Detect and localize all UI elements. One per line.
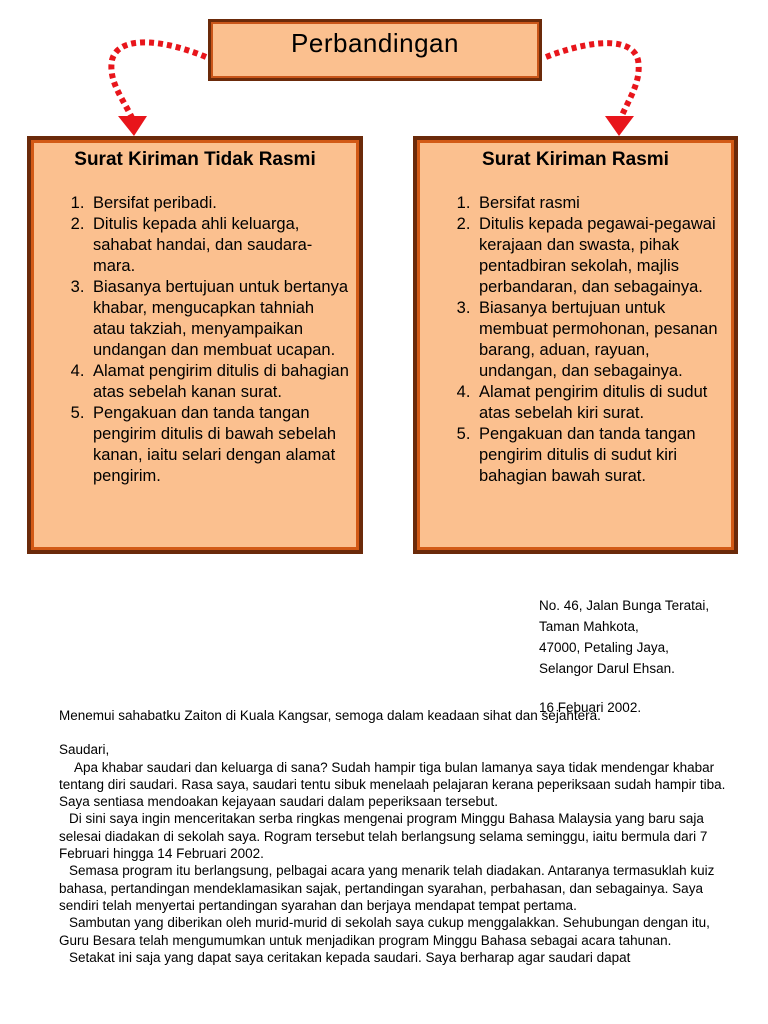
list-item: 5. Pengakuan dan tanda tangan pengirim ditulis di sudut kiri bahagian bawah surat. xyxy=(475,424,724,487)
letter-paragraph: Semasa program itu berlangsung, pelbagai acara yang menarik telah diadakan. Antaranya termasuklah kuiz bahasa, pertandingan mendeklamasikan sajak, pertandingan syarahan, perbahasan, dan sebagainya. Saya sendiri telah menyertai pertandingan syarahan dan berjaya mendapat tempat pertama. xyxy=(59,863,715,913)
salutation: Saudari, xyxy=(59,742,110,758)
letter-date: 16 Febuari 2002. xyxy=(539,700,642,715)
letter-paragraph: Setakat ini saja yang dapat saya ceritakan kepada saudari. Saya berharap agar saudari dapat xyxy=(69,949,631,965)
formal-letter-heading: Surat Kiriman Rasmi xyxy=(482,149,669,170)
diagram-title: Perbandingan xyxy=(291,28,459,58)
left-arrowhead-icon xyxy=(118,116,147,136)
list-item: 4. Alamat pengirim ditulis di sudut atas sebelah kiri surat. xyxy=(475,382,724,424)
list-item: 1. Bersifat peribadi. xyxy=(89,193,349,214)
list-item: 1. Bersifat rasmi xyxy=(475,193,724,214)
list-item: 5. Pengakuan dan tanda tangan pengirim ditulis di bawah sebelah kanan, iaitu selari dengan alamat pengirim. xyxy=(89,403,349,487)
list-item: 2. Ditulis kepada ahli keluarga, sahabat handai, dan saudara-mara. xyxy=(89,214,349,277)
letter-paragraph: Apa khabar saudari dan keluarga di sana? Sudah hampir tiga bulan lamanya saya tidak mendengar khabar tentang diri saudari. Rasa saya, saudari tentu sibuk menelaah pelajaran kerana peperiksaan sudah hampir tiba. Saya sentiasa mendoakan kejayaan saudari dalam peperiksaan tersebut. xyxy=(59,759,726,810)
letter-paragraph: Sambutan yang diberikan oleh murid-murid di sekolah saya cukup menggalakkan. Sehubungan dengan itu, Guru Besara telah mengumumkan untuk menjadikan program Minggu Bahasa sebagai acara tahunan. xyxy=(59,915,710,948)
list-item: 2. Ditulis kepada pegawai-pegawai kerajaan dan swasta, pihak pentadbiran sekolah, majlis perbandaran, dan sebagainya. xyxy=(475,214,724,298)
formal-letter-box xyxy=(413,136,738,554)
address-line: Taman Mahkota, xyxy=(539,619,639,634)
letter-body xyxy=(59,707,729,966)
list-item: 3. Biasanya bertujuan untuk membuat permohonan, pesanan barang, aduan, rayuan, undangan, dan sebagainya. xyxy=(475,298,724,382)
list-item: 3. Biasanya bertujuan untuk bertanya khabar, mengucapkan tahniah atau takziah, menyampaikan undangan dan membuat ucapan. xyxy=(89,277,349,361)
informal-letter-list xyxy=(41,193,349,487)
greeting-line: Menemui sahabatku Zaiton di Kuala Kangsar, semoga dalam keadaan sihat dan sejahtera. xyxy=(59,708,601,723)
connector-arrows xyxy=(0,0,768,140)
right-arrowhead-icon xyxy=(605,116,634,136)
address-line: Selangor Darul Ehsan. xyxy=(539,661,675,676)
formal-letter-list xyxy=(427,193,724,487)
sender-address xyxy=(539,595,709,718)
informal-letter-heading: Surat Kiriman Tidak Rasmi xyxy=(74,149,316,170)
left-dotted-arrow-icon xyxy=(111,42,206,120)
address-line: 47000, Petaling Jaya, xyxy=(539,640,669,655)
address-line: No. 46, Jalan Bunga Teratai, xyxy=(539,598,710,613)
letter-paragraph: Di sini saya ingin menceritakan serba ringkas mengenai program Minggu Bahasa Malaysia yang baru saja selesai diadakan di sekolah saya. Rogram tersebut telah berlangsung selama seminggu, iaitu bermula dari 7 Februari hingga 14 Februari 2002. xyxy=(59,811,708,862)
informal-letter-box xyxy=(27,136,363,554)
right-dotted-arrow-icon xyxy=(546,43,639,120)
list-item: 4. Alamat pengirim ditulis di bahagian atas sebelah kanan surat. xyxy=(89,361,349,403)
